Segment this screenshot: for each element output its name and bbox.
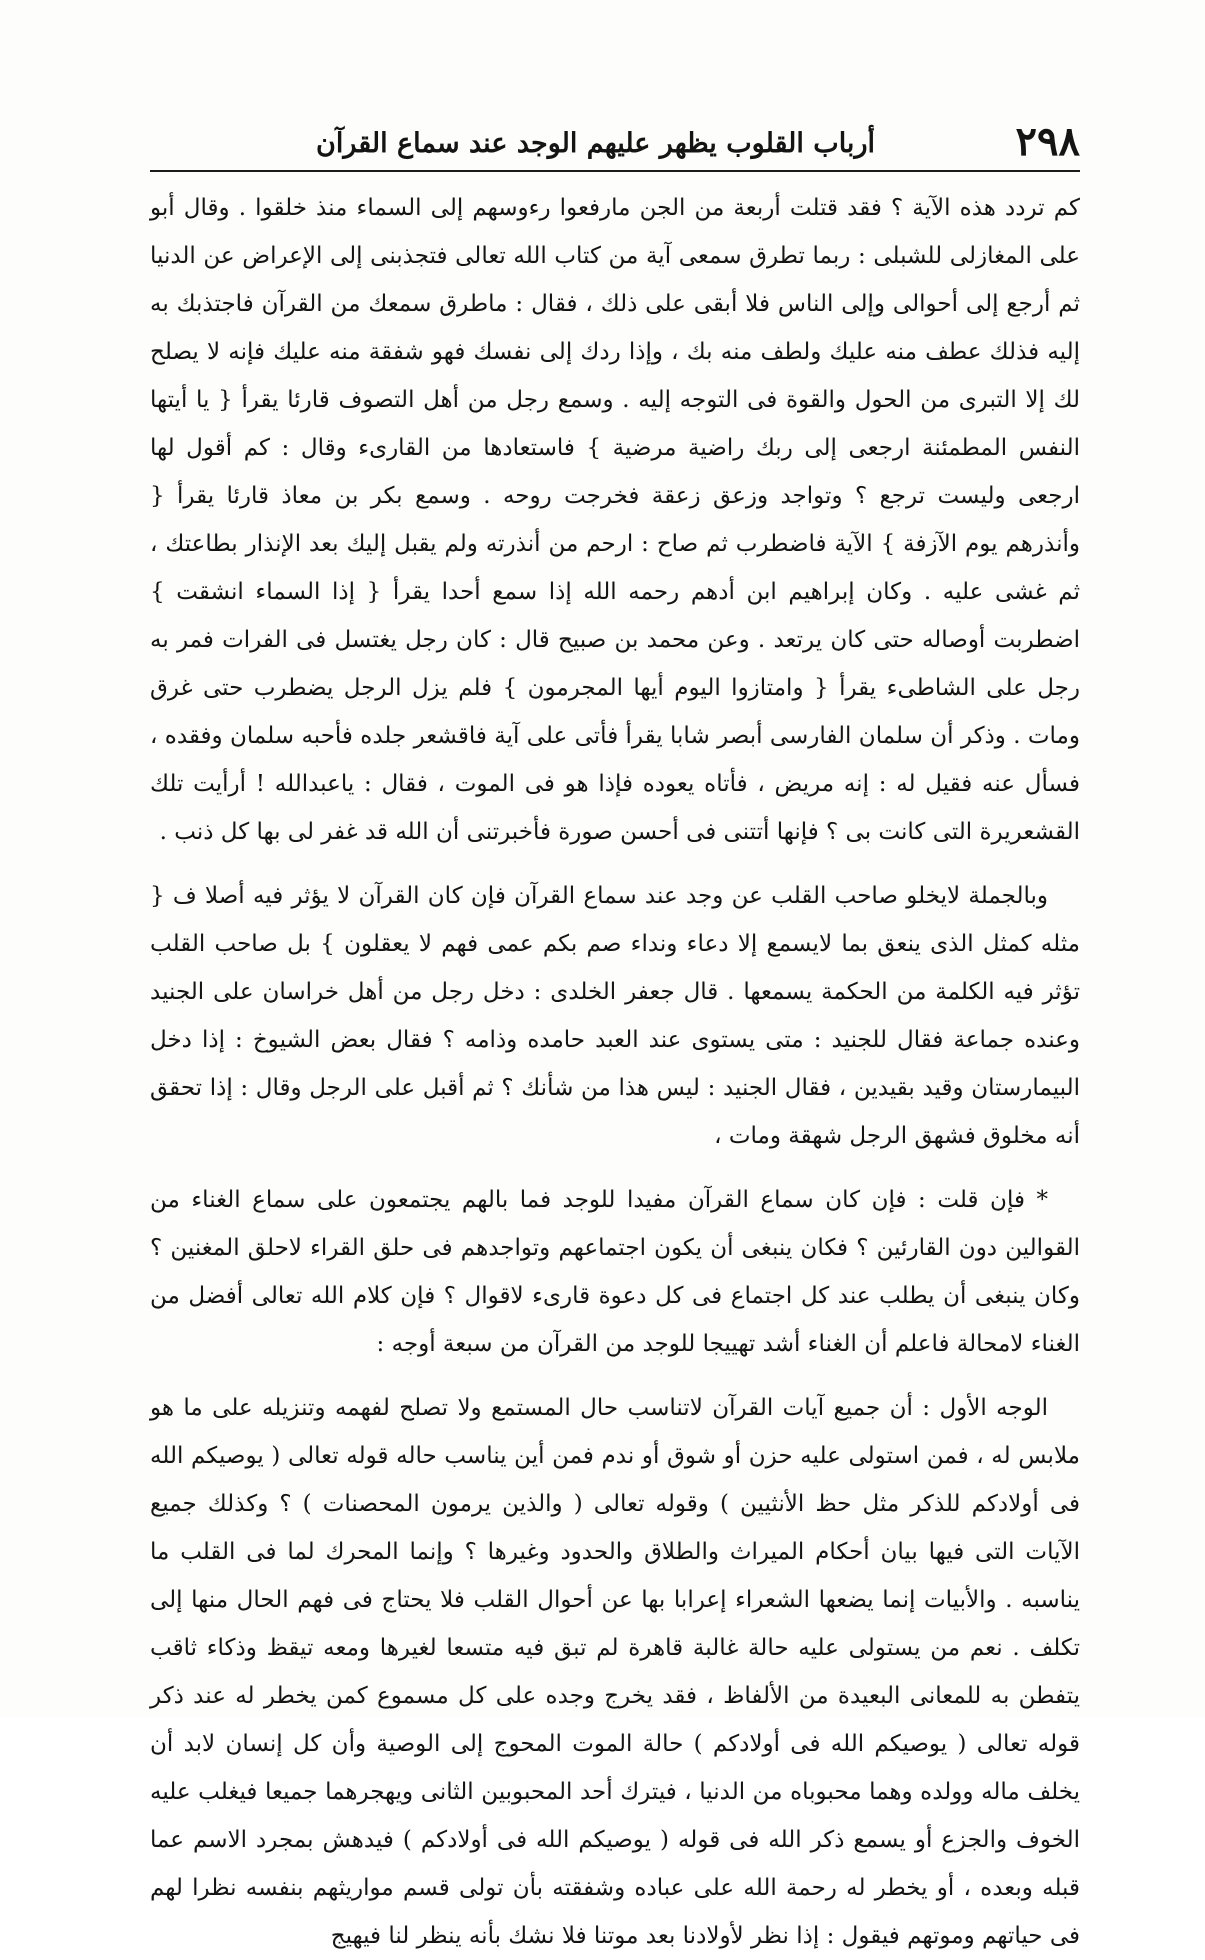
paragraph-3: * فإن قلت : فإن كان سماع القرآن مفيدا للوجد فما بالهم يجتمعون على سماع الغناء من القوالين دون القارئين ؟ فكان ينبغى أن يكون اجتماعهم وتواجدهم فى حلق القراء لاحلق المغنين ؟ وكان ينبغى أن يطلب عند كل اجتماع فى كل دعوة قارىء لاقوال ؟ فإن كلام الله تعالى أفضل من الغناء لامحالة فاعلم أن الغناء أشد تهييجا للوجد من القرآن من سبعة أوجه : [150,1187,1080,1357]
paragraph-1: كم تردد هذه الآية ؟ فقد قتلت أربعة من الجن مارفعوا رءوسهم إلى السماء منذ خلقوا . وقال أبو على المغازلى للشبلى : ربما تطرق سمعى آية من كتاب الله تعالى فتجذبنى إلى الإعراض عن الدنيا ثم أرجع إلى أحوالى وإلى الناس فلا أبقى على ذلك ، فقال : ماطرق سمعك من القرآن فاجتذبك به إليه فذلك عطف منه عليك ولطف منه بك ، وإذا ردك إلى نفسك فهو شفقة منه عليك فإنه لا يصلح لك إلا التبرى من الحول والقوة فى التوجه إليه . وسمع رجل من أهل التصوف قارئا يقرأ { يا أيتها النفس المطمئنة ارجعى إلى ربك راضية مرضية } فاستعادها من القارىء وقال : كم أقول لها ارجعى وليست ترجع ؟ وتواجد وزعق زعقة فخرجت روحه . وسمع بكر بن معاذ قارئا يقرأ { وأنذرهم يوم الآزفة } الآية فاضطرب ثم صاح : ارحم من أنذرته ولم يقبل إليك بعد الإنذار بطاعتك ، ثم غشى عليه . وكان إبراهيم ابن أدهم رحمه الله إذا سمع أحدا يقرأ { إذا السماء انشقت } اضطربت أوصاله حتى كان يرتعد . وعن محمد بن صبيح قال : كان رجل يغتسل فى الفرات فمر به رجل على الشاطىء يقرأ { وامتازوا اليوم أيها المجرمون } فلم يزل الرجل يضطرب حتى غرق ومات . وذكر أن سلمان الفارسى أبصر شابا يقرأ فأتى على آية فاقشعر جلده فأحبه سلمان وفقده ، فسأل عنه فقيل له : إنه مريض ، فأتاه يعوده فإذا هو فى الموت ، فقال : ياعبدالله ! أرأيت تلك القشعريرة التى كانت بى ؟ فإنها أتتنى فى أحسن صورة فأخبرتنى أن الله قد غفر لى بها كل ذنب . [150,195,1080,845]
header-rule [150,170,1080,172]
running-head: أرباب القلوب يظهر عليهم الوجد عند سماع القرآن [316,128,875,159]
page-header [150,118,1080,166]
paragraph-2: وبالجملة لايخلو صاحب القلب عن وجد عند سماع القرآن فإن كان القرآن لا يؤثر فيه أصلا ف { مثله كمثل الذى ينعق بما لايسمع إلا دعاء ونداء صم بكم عمى فهم لا يعقلون } بل صاحب القلب تؤثر فيه الكلمة من الحكمة يسمعها . قال جعفر الخلدى : دخل رجل من أهل خراسان على الجنيد وعنده جماعة فقال للجنيد : متى يستوى عند العبد حامده وذامه ؟ فقال بعض الشيوخ : إذا دخل البيمارستان وقيد بقيدين ، فقال الجنيد : ليس هذا من شأنك ؟ ثم أقبل على الرجل وقال : إذا تحقق أنه مخلوق فشهق الرجل شهقة ومات ، [150,883,1080,1149]
body-text [150,184,1080,1960]
page-number: ٢٩٨ [1015,118,1080,165]
paragraph-4: الوجه الأول : أن جميع آيات القرآن لاتناسب حال المستمع ولا تصلح لفهمه وتنزيله على ما هو ملابس له ، فمن استولى عليه حزن أو شوق أو ندم فمن أين يناسب حاله قوله تعالى ( يوصيكم الله فى أولادكم للذكر مثل حظ الأنثيين ) وقوله تعالى ( والذين يرمون المحصنات ) ؟ وكذلك جميع الآيات التى فيها بيان أحكام الميراث والطلاق والحدود وغيرها ؟ وإنما المحرك لما فى القلب ما يناسبه . والأبيات إنما يضعها الشعراء إعرابا بها عن أحوال القلب فلا يحتاج فى فهم الحال منها إلى تكلف . نعم من يستولى عليه حالة غالبة قاهرة لم تبق فيه متسعا لغيرها ومعه تيقظ وذكاء ثاقب يتفطن به للمعانى البعيدة من الألفاظ ، فقد يخرج وجده على كل مسموع كمن يخطر له عند ذكر قوله تعالى ( يوصيكم الله فى أولادكم ) حالة الموت المحوج إلى الوصية وأن كل إنسان لابد أن يخلف ماله وولده وهما محبوباه من الدنيا ، فيترك أحد المحبوبين الثانى ويهجرهما جميعا فيغلب عليه الخوف والجزع أو يسمع ذكر الله فى قوله ( يوصيكم الله فى أولادكم ) فيدهش بمجرد الاسم عما قبله وبعده ، أو يخطر له رحمة الله على عباده وشفقته بأن تولى قسم مواريثهم بنفسه نظرا لهم فى حياتهم وموتهم فيقول : إذا نظر لأولادنا بعد موتنا فلا نشك بأنه ينظر لنا فيهيج [150,1395,1080,1949]
